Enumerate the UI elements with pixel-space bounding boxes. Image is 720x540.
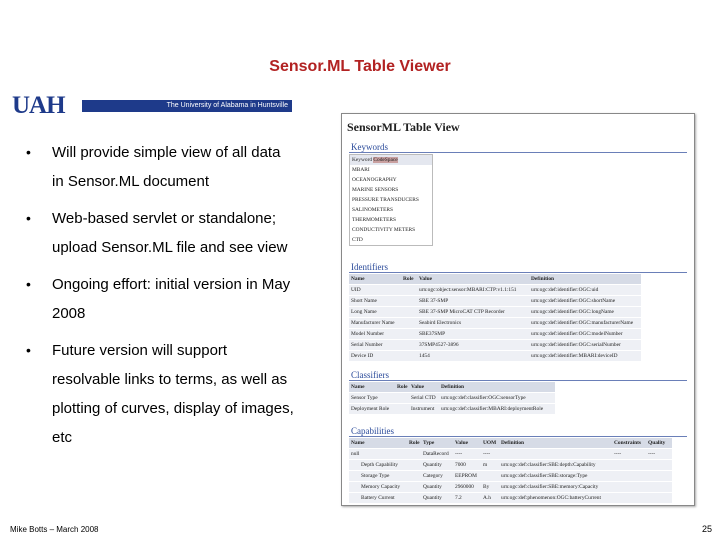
table-cell: Device ID — [349, 351, 401, 362]
table-row — [349, 471, 672, 482]
table-header-row — [349, 438, 672, 449]
table-cell: A.h — [481, 493, 499, 504]
table-cell: Storage Type — [349, 471, 407, 482]
table-cell: Quantity — [421, 460, 453, 471]
table-cell: ---- — [646, 449, 672, 460]
section-divider — [349, 152, 687, 153]
bullet-dot-icon: • — [26, 144, 31, 160]
table-cell — [407, 471, 421, 482]
keyword-codespace: CodeSpace — [373, 157, 398, 163]
bullet-line: in Sensor.ML document — [52, 173, 210, 190]
table-row — [349, 460, 672, 471]
table-cell: Deployment Role — [349, 404, 395, 415]
table-cell: urn:ogc:def:identifier:OGC:modelNumber — [529, 329, 641, 340]
page-number: 25 — [701, 524, 712, 534]
footer-author: Mike Botts – March 2008 — [10, 525, 99, 534]
bullet-line: Ongoing effort: initial version in May — [52, 276, 291, 293]
table-cell — [407, 493, 421, 504]
bullet-item — [26, 138, 326, 196]
identifiers-table — [349, 274, 641, 361]
sensorml-table-view-screenshot — [341, 113, 695, 506]
table-cell — [395, 404, 409, 415]
column-header: Definition — [529, 274, 641, 285]
column-header: Role — [395, 382, 409, 393]
classifiers-table — [349, 382, 555, 414]
table-cell: Quantity — [421, 493, 453, 504]
column-header: Role — [401, 274, 417, 285]
keywords-list — [349, 154, 433, 246]
table-cell — [499, 449, 612, 460]
table-row — [349, 493, 672, 504]
table-cell: urn:ogc:def:classifier:SBE:depth:Capability — [499, 460, 612, 471]
table-cell — [646, 482, 672, 493]
logo-tagline: The University of Alabama in Huntsville — [82, 100, 292, 112]
section-divider — [349, 380, 687, 381]
table-row — [349, 307, 641, 318]
column-header: Definition — [439, 382, 555, 393]
table-cell: urn:ogc:def:classifier:OGC:sensorType — [439, 393, 555, 404]
table-row — [349, 340, 641, 351]
table-cell: 2960000 — [453, 482, 481, 493]
bullet-line: Future version will support — [52, 342, 228, 359]
bullet-line: Web-based servlet or standalone; — [52, 210, 277, 227]
column-header: Quality — [646, 438, 672, 449]
table-header-row — [349, 274, 641, 285]
table-cell: Serial Number — [349, 340, 401, 351]
column-header: Constraints — [612, 438, 646, 449]
table-cell — [401, 351, 417, 362]
table-cell — [407, 449, 421, 460]
bullet-item — [26, 204, 326, 262]
table-cell: ---- — [481, 449, 499, 460]
table-cell: urn:ogc:def:identifier:MBARI:deviceID — [529, 351, 641, 362]
column-header: Name — [349, 382, 395, 393]
column-header: Role — [407, 438, 421, 449]
table-row — [349, 404, 555, 415]
bullet-line: Will provide simple view of all data — [52, 144, 281, 161]
column-header: Name — [349, 438, 407, 449]
table-cell — [612, 493, 646, 504]
table-cell: urn:ogc:def:identifier:OGC:manufacturerName — [529, 318, 641, 329]
viewer-title: SensorML Table View — [347, 120, 460, 134]
keyword-item: PRESSURE TRANSDUCERS — [352, 197, 419, 203]
table-row — [349, 296, 641, 307]
table-row — [349, 449, 672, 460]
column-header: Name — [349, 274, 401, 285]
table-cell: urn:ogc:def:identifier:OGC:shortName — [529, 296, 641, 307]
keyword-item: MBARI — [352, 167, 370, 173]
table-cell: EEPROM — [453, 471, 481, 482]
table-cell — [401, 285, 417, 296]
table-row — [349, 482, 672, 493]
table-cell — [612, 460, 646, 471]
bullet-dot-icon: • — [26, 210, 31, 226]
keyword-item: CTD — [352, 237, 363, 243]
table-cell: Battery Current — [349, 493, 407, 504]
table-cell: urn:ogc:object:sensor:MBARI:CTP:v1.1:151 — [417, 285, 529, 296]
table-cell: ---- — [612, 449, 646, 460]
table-cell — [407, 482, 421, 493]
table-cell: ---- — [453, 449, 481, 460]
keyword-item: THERMOMETERS — [352, 217, 397, 223]
bullet-line: 2008 — [52, 305, 86, 322]
table-cell: Quantity — [421, 482, 453, 493]
column-header: Value — [453, 438, 481, 449]
table-cell — [401, 340, 417, 351]
table-cell: 7.2 — [453, 493, 481, 504]
bullet-item — [26, 336, 326, 452]
keyword-item: MARINE SENSORS — [352, 187, 399, 193]
table-cell: urn:ogc:def:identifier:OGC:serialNumber — [529, 340, 641, 351]
table-row — [349, 393, 555, 404]
table-row — [349, 318, 641, 329]
keyword-item: CONDUCTIVITY METERS — [352, 227, 416, 233]
table-cell: SBE 37-SMP MicroCAT CTP Recorder — [417, 307, 529, 318]
table-cell — [401, 329, 417, 340]
section-divider — [349, 436, 687, 437]
column-header: Type — [421, 438, 453, 449]
capabilities-header: Capabilities — [351, 426, 394, 436]
table-cell: null — [349, 449, 407, 460]
capabilities-table — [349, 438, 672, 503]
column-header: Definition — [499, 438, 612, 449]
table-cell — [612, 471, 646, 482]
keywords-header: Keywords — [351, 142, 388, 152]
keyword-item: SALINOMETERS — [352, 207, 394, 213]
table-cell — [401, 296, 417, 307]
table-cell: Seabird Electronics — [417, 318, 529, 329]
table-cell: Instrument — [409, 404, 439, 415]
bullet-line: plotting of curves, display of images, — [52, 400, 294, 417]
table-cell: urn:ogc:def:classifier:SBE:memory:Capacity — [499, 482, 612, 493]
table-cell — [481, 471, 499, 482]
bullet-item — [26, 270, 326, 328]
table-cell — [646, 471, 672, 482]
table-cell: urn:ogc:def:classifier:SBE:storage:Type — [499, 471, 612, 482]
table-cell: Memory Capacity — [349, 482, 407, 493]
table-cell: By — [481, 482, 499, 493]
table-row — [349, 285, 641, 296]
table-cell — [395, 393, 409, 404]
table-cell: Sensor Type — [349, 393, 395, 404]
bullet-dot-icon: • — [26, 276, 31, 292]
table-cell: Short Name — [349, 296, 401, 307]
keyword-label: Keyword — [352, 157, 373, 163]
table-cell: urn:ogc:def:classifier:MBARI:deploymentRole — [439, 404, 555, 415]
table-cell — [612, 482, 646, 493]
table-cell: 7000 — [453, 460, 481, 471]
bullet-line: etc — [52, 429, 73, 446]
table-cell: urn:ogc:def:phenomenon:OGC:batteryCurrent — [499, 493, 612, 504]
table-cell — [401, 318, 417, 329]
classifiers-header: Classifiers — [351, 370, 389, 380]
table-cell: Model Number — [349, 329, 401, 340]
table-cell: SBE37SMP — [417, 329, 529, 340]
bullet-list — [26, 138, 326, 460]
bullet-line: upload Sensor.ML file and see view — [52, 239, 288, 256]
keywords-list-header — [350, 155, 432, 165]
table-row — [349, 329, 641, 340]
bullet-dot-icon: • — [26, 342, 31, 358]
table-cell — [646, 493, 672, 504]
column-header: UOM — [481, 438, 499, 449]
bullet-line: resolvable links to terms, as well as — [52, 371, 288, 388]
table-cell: urn:ogc:def:identifier:OGC:uid — [529, 285, 641, 296]
section-divider — [349, 272, 687, 273]
identifiers-header: Identifiers — [351, 262, 388, 272]
logo-wordmark: UAH — [12, 91, 65, 119]
table-cell: urn:ogc:def:identifier:OGC:longName — [529, 307, 641, 318]
table-header-row — [349, 382, 555, 393]
table-cell: Manufacturer Name — [349, 318, 401, 329]
table-cell — [646, 460, 672, 471]
column-header: Value — [417, 274, 529, 285]
table-cell: SBE 37-SMP — [417, 296, 529, 307]
table-cell: 37SMP4527-3896 — [417, 340, 529, 351]
table-cell: Category — [421, 471, 453, 482]
table-cell: m — [481, 460, 499, 471]
table-row — [349, 351, 641, 362]
table-cell: Depth Capability — [349, 460, 407, 471]
column-header: Value — [409, 382, 439, 393]
table-cell: UID — [349, 285, 401, 296]
table-cell: Long Name — [349, 307, 401, 318]
table-cell: DataRecord — [421, 449, 453, 460]
keyword-item: OCEANOGRAPHY — [352, 177, 397, 183]
slide-title: Sensor.ML Table Viewer — [269, 58, 451, 75]
table-cell — [401, 307, 417, 318]
table-cell: 1454 — [417, 351, 529, 362]
table-cell — [407, 460, 421, 471]
table-cell: Serial CTD — [409, 393, 439, 404]
uah-logo — [12, 93, 292, 118]
